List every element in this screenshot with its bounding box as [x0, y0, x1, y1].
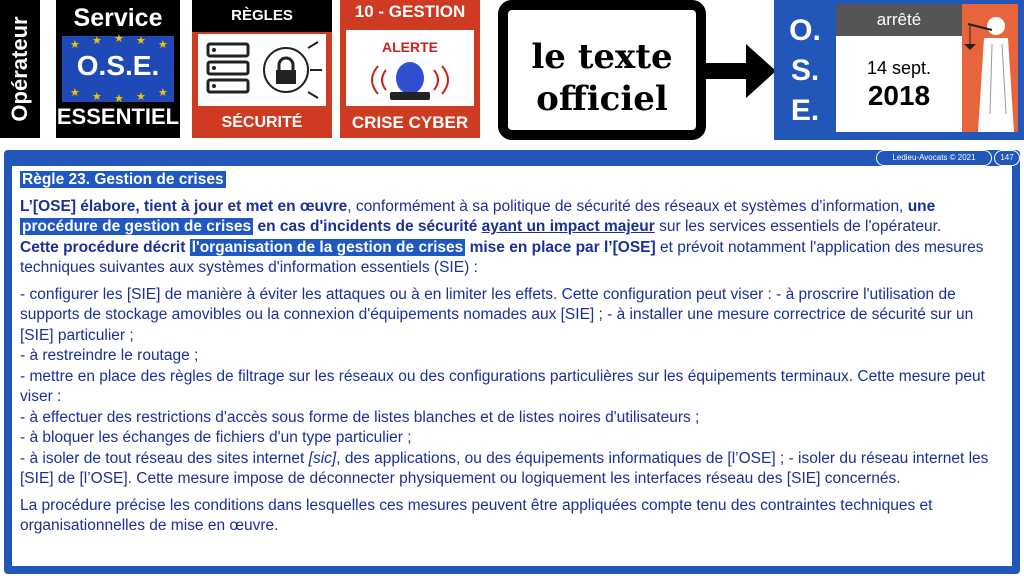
date-day: 14 sept. — [866, 58, 932, 78]
gestion-crise-badge — [340, 0, 480, 138]
star-icon: ★ — [70, 87, 80, 99]
texte-officiel-box — [498, 0, 706, 140]
list-item: - à restreindre le routage ; — [20, 347, 199, 364]
ose-letter-o: O. — [789, 14, 821, 47]
paragraph-1: L’[OSE] élabore, tient à jour et met en œuvre, conformément à sa politique de sécurité des réseaux et systèmes d'information, une procédure de gestion de crises en cas d'incidents de sécurité ayant un impact majeur sur les services essentiels de l'opérateur. — [20, 197, 942, 235]
star-icon: ★ — [114, 33, 124, 45]
rule-title: Règle 23. Gestion de crises — [22, 171, 224, 188]
list-item: - mettre en place des règles de filtrage sur les réseaux ou des configurations particulières sur les équipements terminaux. Cette mesure peut viser : — [20, 367, 985, 405]
date-year: 2018 — [867, 80, 931, 111]
star-icon: ★ — [114, 93, 124, 105]
essentiel-label: ESSENTIEL — [56, 104, 180, 129]
ose-letter-s: S. — [790, 54, 820, 87]
alert-word: ALERTE — [382, 39, 438, 55]
service-ose-badge — [56, 0, 180, 138]
ose-letter-e: E. — [790, 94, 820, 127]
star-icon: ★ — [92, 35, 102, 47]
rule-text — [20, 170, 1000, 537]
alert-illustration — [346, 30, 474, 106]
justice-statue-icon — [962, 4, 1018, 132]
texte-officiel-title: le texte officiel — [531, 37, 673, 119]
ose-date-block — [774, 0, 1024, 140]
status-label: arrêté — [836, 4, 962, 36]
service-label: Service — [73, 4, 163, 32]
star-icon: ★ — [136, 35, 146, 47]
arrow-right-icon — [706, 44, 776, 98]
list-item: - à bloquer les échanges de fichiers d'un type particulier ; — [20, 429, 412, 446]
conclusion: La procédure précise les conditions dans lesquelles ces mesures peuvent être appliquées compte tenu des contraintes techniques et organisationnelles de mise en œuvre. — [20, 496, 933, 534]
page-number: 147 — [994, 150, 1020, 166]
date-box — [836, 36, 962, 132]
regles-label: RÈGLES — [192, 0, 332, 32]
star-icon: ★ — [70, 39, 80, 51]
star-icon: ★ — [136, 91, 146, 103]
vertical-label — [0, 0, 40, 138]
list-item: - à effectuer des restrictions d'accès sous forme de listes blanches et de listes noires d'utilisateurs ; — [20, 408, 700, 426]
star-icon: ★ — [92, 91, 102, 103]
crise-cyber-label: CRISE CYBER — [351, 113, 469, 132]
ose-label: O.S.E. — [76, 50, 160, 81]
regles-securite-badge — [192, 0, 332, 138]
star-icon: ★ — [158, 87, 168, 99]
star-icon: ★ — [158, 39, 168, 51]
operateur-label: Opérateur — [7, 16, 32, 122]
eu-flag — [62, 33, 174, 105]
list-item: - à isoler de tout réseau des sites internet [sic], des applications, ou des équipements informatiques de [l’OSE] ; - isoler du réseau internet les [SIE] de [l’OSE]. Cette mesure impose de déconnecter physiquement ou logiquement les interfaces réseau des [SIE] concernés. — [20, 449, 989, 487]
list-item: - configurer les [SIE] de manière à éviter les attaques ou à en limiter les effets. Cette configuration peut viser : - à proscrire l'utilisation de supports de stockage amovibles ou la connexion d'équipements nomades aux [SIE] ; - à installer une mesure correctrice de sécurité sur un [SIE] particulier ; — [20, 285, 974, 344]
server-lock-icon — [198, 34, 326, 106]
paragraph-2: Cette procédure décrit l'organisation de la gestion de crises mise en place par l’[OSE] et prévoit notamment l'application des mesures techniques suivantes aux systèmes d'information essentiels (SIE) : — [20, 238, 984, 276]
securite-label: SÉCURITÉ — [221, 114, 303, 131]
gestion-label: 10 - GESTION — [354, 2, 466, 21]
siren-icon — [346, 30, 474, 106]
credit-label: Ledieu-Avocats © 2021 — [876, 150, 992, 166]
security-illustration — [198, 34, 326, 106]
